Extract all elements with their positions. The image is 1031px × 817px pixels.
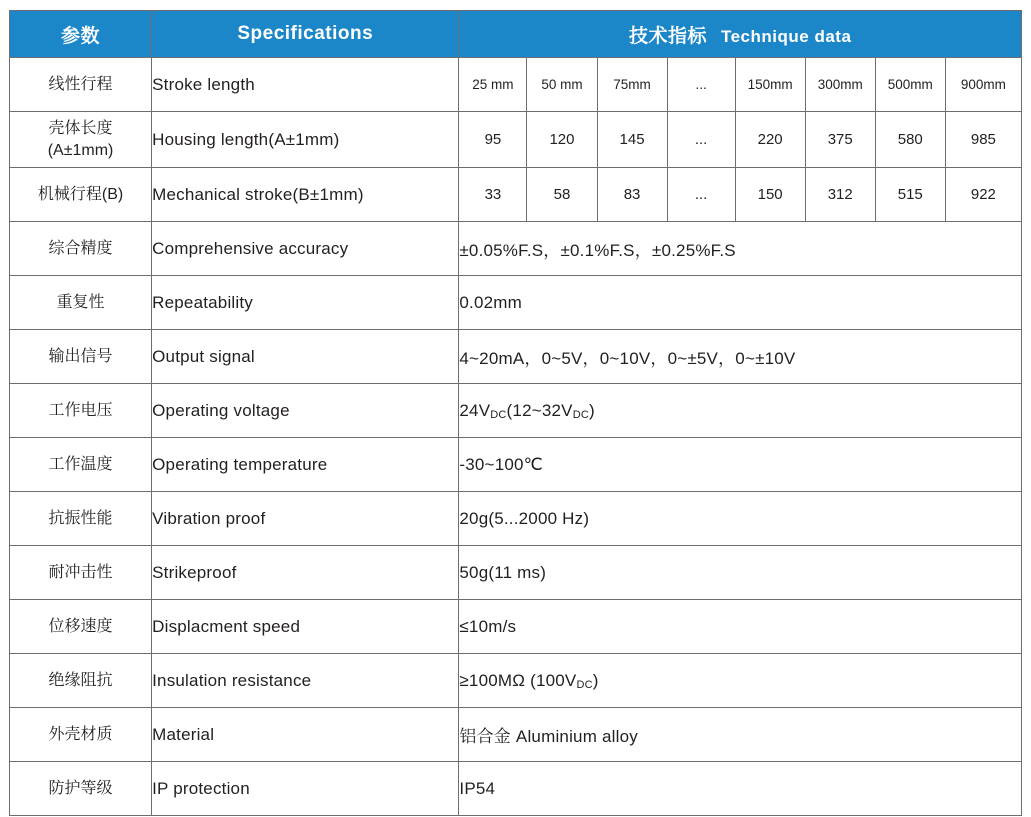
- voltage-part-a: 24V: [459, 400, 491, 420]
- param-en: Displacment speed: [152, 600, 459, 654]
- cell-value: 58: [527, 168, 597, 222]
- cell-value: 95: [459, 112, 527, 168]
- param-cn: 线性行程: [10, 58, 152, 112]
- header-technique-cn: 技术指标: [628, 25, 707, 47]
- table-row: [10, 492, 1022, 546]
- cell-value: 铝合金 Aluminium alloy: [459, 708, 1022, 762]
- voltage-sub-dc: DC: [490, 408, 507, 421]
- cell-value: 25 mm: [459, 58, 527, 112]
- cell-value: 515: [875, 168, 945, 222]
- table-row: [10, 276, 1022, 330]
- param-en: Operating voltage: [152, 384, 459, 438]
- cell-value: IP54: [459, 762, 1022, 816]
- param-cn: 抗振性能: [10, 492, 152, 546]
- cell-value: 312: [805, 168, 875, 222]
- cell-value: -30~100℃: [459, 438, 1022, 492]
- param-en: Stroke length: [152, 58, 459, 112]
- param-cn: 综合精度: [10, 222, 152, 276]
- table-row: [10, 222, 1022, 276]
- param-cn: 工作电压: [10, 384, 152, 438]
- cell-value: 145: [597, 112, 667, 168]
- table-row: [10, 58, 1022, 112]
- cell-value: 33: [459, 168, 527, 222]
- param-cn: [10, 112, 152, 168]
- param-cn: 耐冲击性: [10, 546, 152, 600]
- table-header-row: [10, 11, 1022, 58]
- param-cn: 输出信号: [10, 330, 152, 384]
- table-row: [10, 708, 1022, 762]
- cell-value: 20g(5...2000 Hz): [459, 492, 1022, 546]
- header-technique-data: [459, 11, 1022, 58]
- cell-value: 220: [735, 112, 805, 168]
- header-technique-en: Technique data: [720, 26, 852, 46]
- table-row: [10, 112, 1022, 168]
- resistance-part-a: ≥100MΩ (100V: [459, 670, 577, 690]
- table-row: [10, 330, 1022, 384]
- table-row: [10, 384, 1022, 438]
- cell-value: 300mm: [805, 58, 875, 112]
- param-cn: 重复性: [10, 276, 152, 330]
- resistance-part-c: ): [592, 670, 599, 690]
- cell-value: 50g(11 ms): [459, 546, 1022, 600]
- voltage-part-b: (12~32V: [506, 400, 573, 420]
- header-specifications: Specifications: [152, 11, 459, 58]
- cell-value: 120: [527, 112, 597, 168]
- param-cn: 绝缘阻抗: [10, 654, 152, 708]
- param-en: IP protection: [152, 762, 459, 816]
- voltage-sub-dc-2: DC: [572, 408, 589, 421]
- param-cn: 位移速度: [10, 600, 152, 654]
- param-cn-line1: 壳体长度: [48, 119, 113, 137]
- param-en: Vibration proof: [152, 492, 459, 546]
- table-row: [10, 438, 1022, 492]
- param-en: Comprehensive accuracy: [152, 222, 459, 276]
- cell-value: 500mm: [875, 58, 945, 112]
- table-row: [10, 654, 1022, 708]
- param-cn-line2: (A±1mm): [47, 141, 114, 159]
- cell-value: ...: [667, 58, 735, 112]
- cell-value: 375: [805, 112, 875, 168]
- table-row: [10, 600, 1022, 654]
- cell-value: 83: [597, 168, 667, 222]
- param-en: Insulation resistance: [152, 654, 459, 708]
- cell-value: 150mm: [735, 58, 805, 112]
- voltage-part-c: ): [589, 400, 595, 420]
- param-cn: 防护等级: [10, 762, 152, 816]
- table-row: [10, 168, 1022, 222]
- table-row: [10, 546, 1022, 600]
- param-en: Strikeproof: [152, 546, 459, 600]
- cell-value: [459, 654, 1022, 708]
- param-cn: 机械行程(B): [10, 168, 152, 222]
- cell-value: 900mm: [945, 58, 1021, 112]
- resistance-sub-dc: DC: [576, 678, 593, 691]
- param-en: Output signal: [152, 330, 459, 384]
- cell-value: 150: [735, 168, 805, 222]
- cell-value: 985: [945, 112, 1021, 168]
- param-cn: 工作温度: [10, 438, 152, 492]
- param-en: Operating temperature: [152, 438, 459, 492]
- table-row: [10, 762, 1022, 816]
- cell-value: 0.02mm: [459, 276, 1022, 330]
- param-cn: 外壳材质: [10, 708, 152, 762]
- param-en: Mechanical stroke(B±1mm): [152, 168, 459, 222]
- cell-value: ...: [667, 112, 735, 168]
- param-en: Repeatability: [152, 276, 459, 330]
- cell-value: ±0.05%F.S，±0.1%F.S，±0.25%F.S: [459, 222, 1022, 276]
- specifications-table: [9, 10, 1022, 816]
- cell-value: ≤10m/s: [459, 600, 1022, 654]
- cell-value: 50 mm: [527, 58, 597, 112]
- cell-value: 4~20mA，0~5V，0~10V，0~±5V，0~±10V: [459, 330, 1022, 384]
- cell-value: 580: [875, 112, 945, 168]
- cell-value: [459, 384, 1022, 438]
- cell-value: ...: [667, 168, 735, 222]
- cell-value: 922: [945, 168, 1021, 222]
- cell-value: 75mm: [597, 58, 667, 112]
- header-parameter: 参数: [10, 11, 152, 58]
- param-en: Housing length(A±1mm): [152, 112, 459, 168]
- param-en: Material: [152, 708, 459, 762]
